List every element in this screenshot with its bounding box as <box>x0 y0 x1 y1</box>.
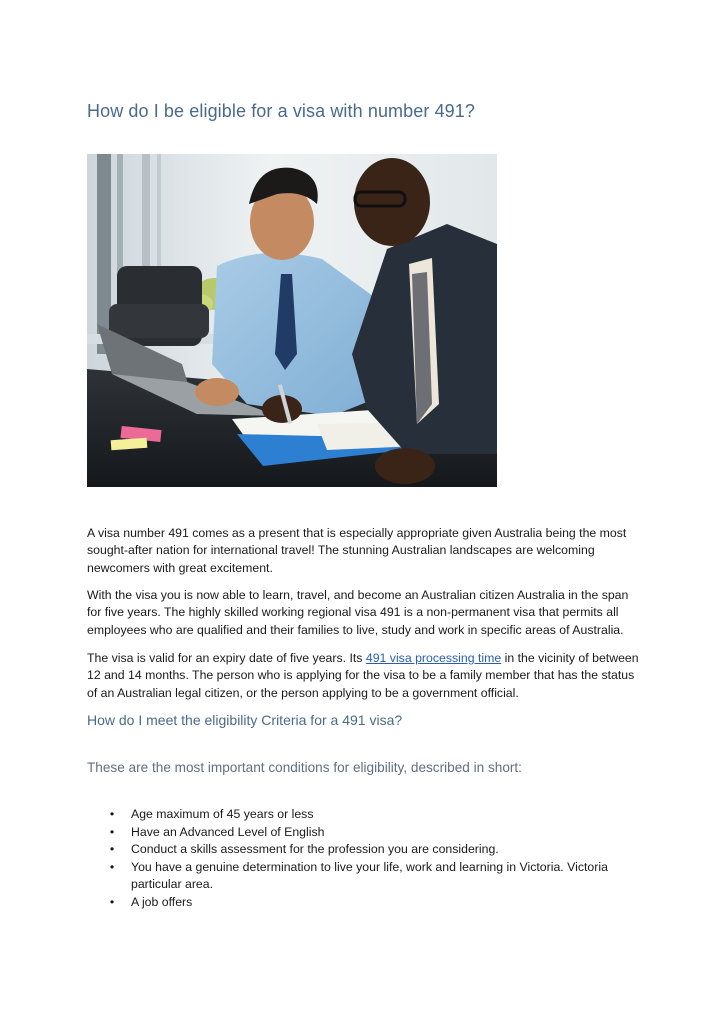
bullet-icon: • <box>109 859 115 874</box>
validity-text-before: The visa is valid for an expiry date of five years. Its <box>87 651 366 665</box>
validity-text-after: in the vicinity of between 12 and 14 months. The person who is applying for the visa to be a family member that has the status of an Australian legal citizen, or the person applying to be a government official. <box>87 651 639 700</box>
bullet-icon: • <box>109 842 115 857</box>
list-item <box>107 859 627 894</box>
conditions-subheading: These are the most important conditions for eligibility, described in short: <box>87 760 522 775</box>
list-item <box>107 824 627 842</box>
business-meeting-photo <box>87 154 497 487</box>
list-item-text: Have an Advanced Level of English <box>131 824 325 839</box>
intro-paragraph: A visa number 491 comes as a present that is especially appropriate given Australia being the most sought-after nation for international travel! The stunning Australian landscapes are welcoming newcomers with great excitement. <box>87 526 627 575</box>
eligibility-heading: How do I meet the eligibility Criteria for a 491 visa? <box>87 712 403 728</box>
page-title: How do I be eligible for a visa with number 491? <box>87 101 476 121</box>
list-item-text: Conduct a skills assessment for the profession you are considering. <box>131 842 499 857</box>
list-item-text: A job offers <box>131 894 193 909</box>
eligibility-list <box>107 806 627 912</box>
validity-paragraph <box>87 650 643 702</box>
processing-time-link[interactable]: 491 visa processing time <box>365 651 502 665</box>
benefits-paragraph: With the visa you is now able to learn, travel, and become an Australian citizen Australia in the span for five years. The highly skilled working regional visa 491 is a non-permanent visa that permits all employees who are qualified and their families to live, study and work in specific areas of Australia. <box>87 588 629 637</box>
list-item <box>107 894 627 912</box>
list-item <box>107 806 627 824</box>
list-item <box>107 841 627 859</box>
list-item-text: You have a genuine determination to live your life, work and learning in Victoria. Victoria particular area. <box>131 859 608 892</box>
bullet-icon: • <box>109 894 115 909</box>
bullet-icon: • <box>109 824 115 839</box>
bullet-icon: • <box>109 807 115 821</box>
list-item-text: Age maximum of 45 years or less <box>131 807 314 821</box>
